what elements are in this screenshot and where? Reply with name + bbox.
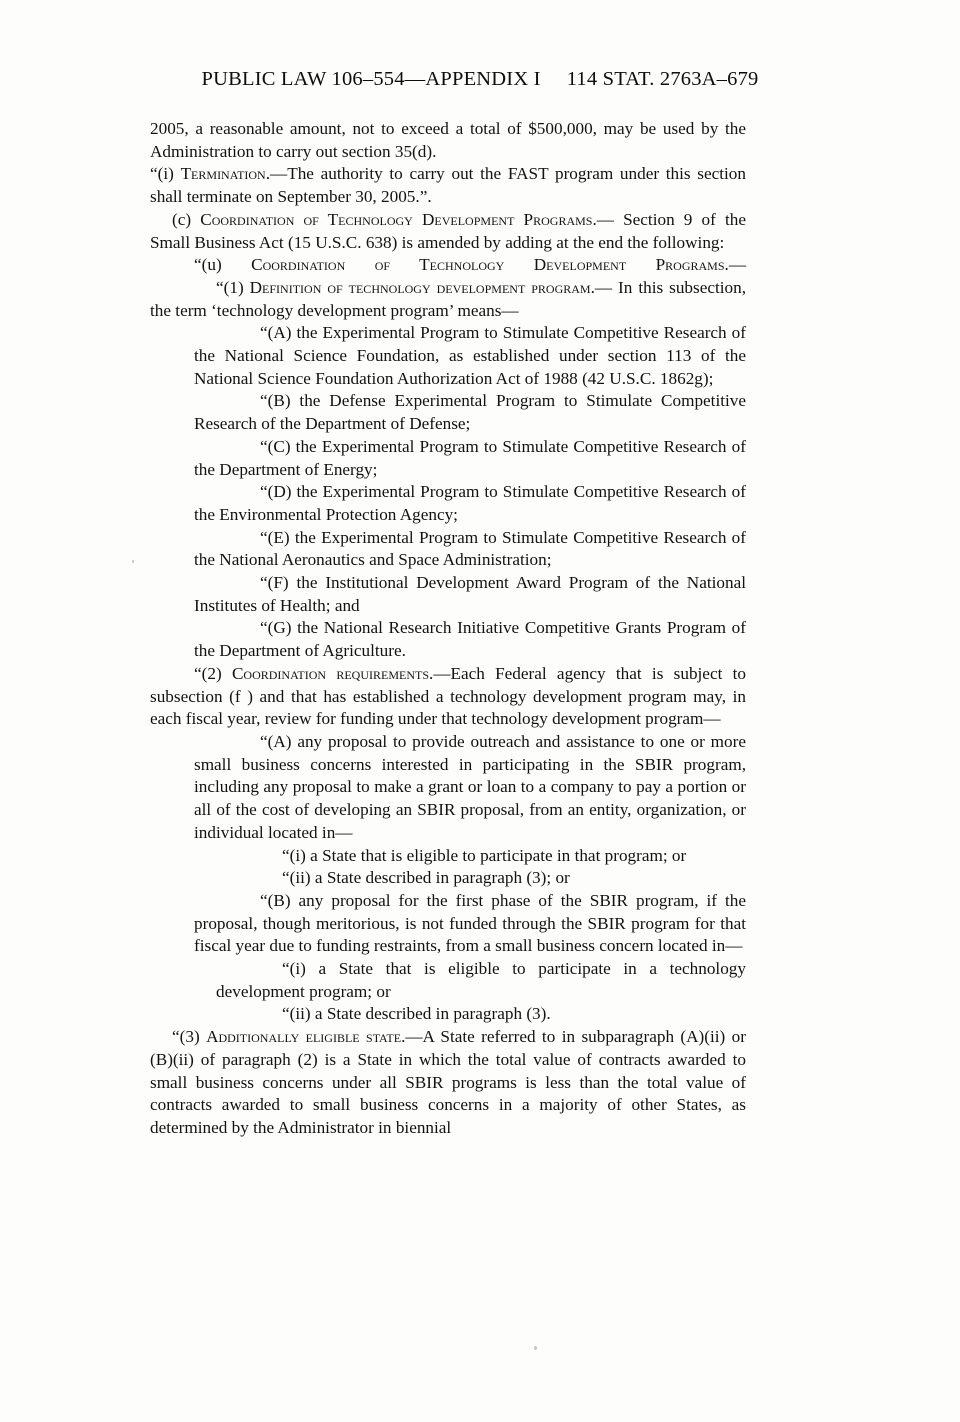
paragraph-subsection-c: (c) Coordination of Technology Development Programs.— Section 9 of the Small Business Act (15 U.S.C. 638) is amended by adding at the end the following:	[150, 209, 747, 252]
paragraph-coordination-requirements: “(2) Coordination requirements.—Each Federal agency that is subject to subsection (f ) and that has established a technology development program may, in each fiscal year, review for funding under that technology development program—	[150, 663, 746, 729]
page-speck	[534, 1346, 537, 1350]
paragraph-item-2a-ii: “(ii) a State described in paragraph (3); or	[282, 868, 570, 888]
paragraph-item-2b: “(B) any proposal for the first phase of the SBIR program, if the proposal, though meritorious, is not funded through the SBIR program for that fiscal year due to funding restraints, from a small business concern located in—	[194, 890, 746, 956]
paragraph-item-e: “(E) the Experimental Program to Stimulate Competitive Research of the National Aeronautics and Space Administration;	[194, 527, 746, 570]
paragraph-item-2b-ii: “(ii) a State described in paragraph (3).	[282, 1004, 551, 1024]
paragraph-quoted-u: “(u) Coordination of Technology Development Programs.—	[194, 255, 747, 275]
paragraph-item-2a-i: “(i) a State that is eligible to participate in that program; or	[282, 845, 687, 865]
page-header	[0, 68, 960, 91]
paragraph-item-g: “(G) the National Research Initiative Competitive Grants Program of the Department of Agriculture.	[194, 618, 746, 661]
paragraph-item-c: “(C) the Experimental Program to Stimulate Competitive Research of the Department of Energy;	[194, 436, 746, 479]
header-law-title: PUBLIC LAW 106–554—APPENDIX I	[201, 68, 541, 90]
paragraph-item-2b-i: “(i) a State that is eligible to participate in a technology development program; or	[216, 959, 746, 1001]
paragraph-item-a: “(A) the Experimental Program to Stimulate Competitive Research of the National Science Foundation, as established under section 113 of the National Science Foundation Authorization Act of 1988 (42 U.S.C. 1862g);	[194, 323, 746, 388]
paragraph-additionally-eligible-state: “(3) Additionally eligible state.—A State referred to in subparagraph (A)(ii) or (B)(ii) of paragraph (2) is a State in which the total value of contracts awarded to small business concerns under all SBIR programs is less than the total value of contracts awarded to small business concerns in a majority of other States, as determined by the Administrator in biennial	[150, 1027, 746, 1137]
paragraph-item-f: “(F) the Institutional Development Award Program of the National Institutes of Health; and	[194, 573, 746, 615]
paragraph-termination: “(i) Termination.—The authority to carry out the FAST program under this section shall terminate on September 30, 2005.”.	[150, 164, 746, 207]
header-statute-cite: 114 STAT. 2763A–679	[566, 68, 759, 90]
paragraph-item-b: “(B) the Defense Experimental Program to Stimulate Competitive Research of the Department of Defense;	[194, 391, 746, 434]
page-speck	[132, 560, 134, 563]
paragraph-item-2a: “(A) any proposal to provide outreach and assistance to one or more small business concerns interested in participating in the SBIR program, including any proposal to make a grant or loan to a company to pay a portion or all of the cost of developing an SBIR proposal, from an entity, organization, or individual located in—	[194, 731, 746, 842]
paragraph-opening: 2005, a reasonable amount, not to exceed a total of $500,000, may be used by the Administration to carry out section 35(d).	[150, 119, 746, 161]
paragraph-definition-heading: “(1) Definition of technology development program.— In this subsection, the term ‘technology development program’ means—	[150, 277, 746, 320]
document-body	[150, 118, 746, 1140]
paragraph-item-d: “(D) the Experimental Program to Stimulate Competitive Research of the Environmental Protection Agency;	[194, 482, 746, 524]
